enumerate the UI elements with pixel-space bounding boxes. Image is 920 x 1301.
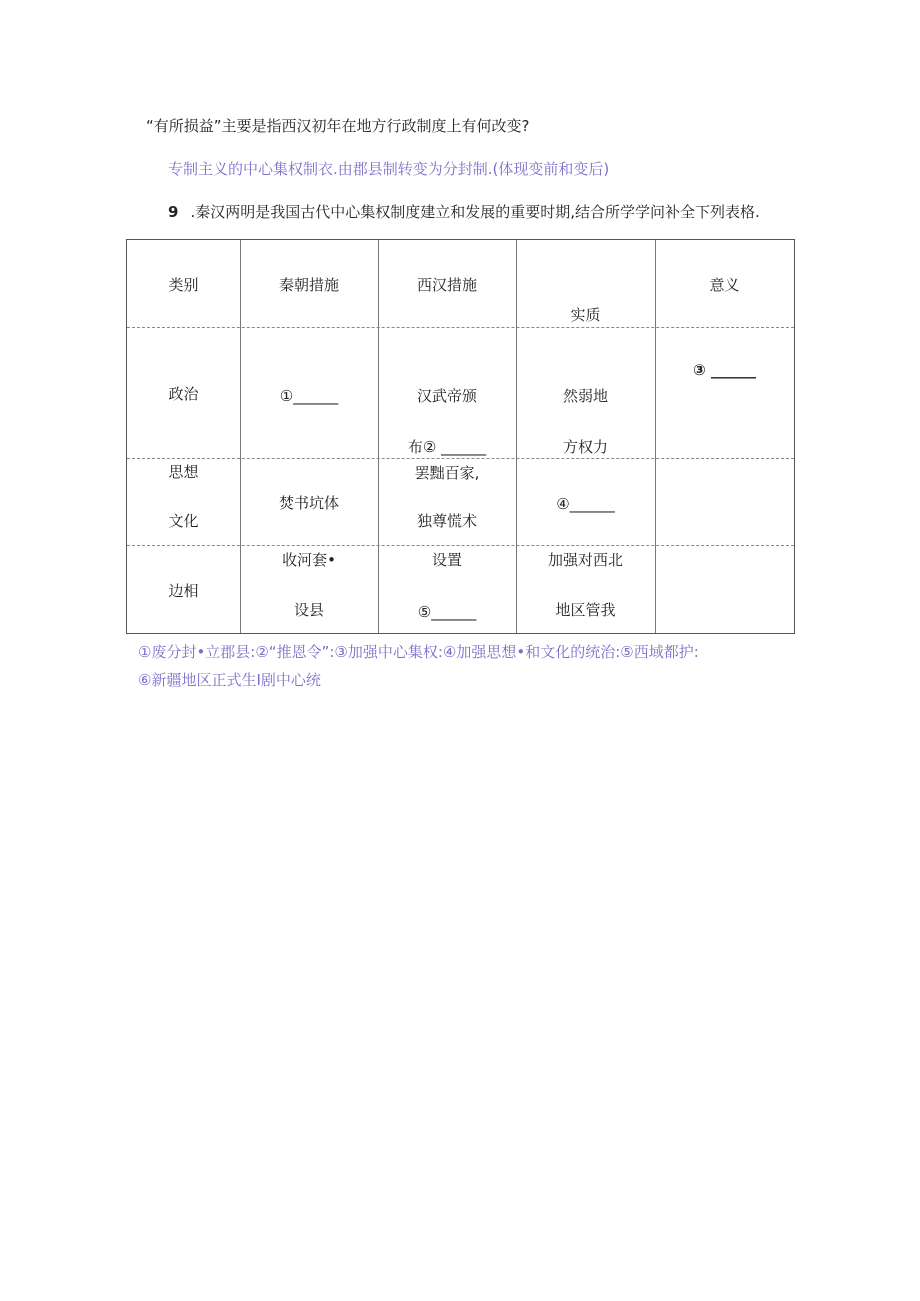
row-politics-meaning: ③ ______ [693,361,756,379]
question-9-text: .秦汉两明是我国古代中心集权制度建立和发展的重要时期,结合所学学问补全下列表格. [190,203,760,221]
row-culture-han-2: 独尊慌术 [416,512,477,530]
row-politics-han-2: 布② ______ [407,438,487,456]
row-culture-essence: ④______ [556,495,615,513]
header-category: 类别 [168,276,199,294]
row-culture-label-1: 思想 [168,463,199,481]
row-frontier-qin-2: 设县 [293,601,324,619]
column-divider [655,240,656,633]
question-text: “有所损益”主要是指西汉初年在地方行政制度上有何改变? [146,117,530,135]
header-meaning: 意义 [709,276,740,294]
row-culture-han-1: 罢黜百家, [414,464,480,482]
answer-key-line-2: ⑥新疆地区正式生I剧中心统 [138,671,321,689]
row-frontier-qin-1: 收河套• [282,551,336,569]
answer-key-line-1: ①废分封•立郡县:②“推恩令”:③加强中心集权:④加强思想•和文化的统治:⑤西域都护: [138,643,699,661]
row-culture-qin: 焚书坑体 [278,494,339,512]
row-frontier-essence-1: 加强对西北 [547,551,623,569]
row-frontier-essence-2: 地区管我 [555,601,616,619]
row-divider [127,545,794,546]
row-divider [127,327,794,328]
row-politics-qin: ①______ [279,387,339,405]
row-divider [127,458,794,459]
column-divider [240,240,241,633]
row-politics-han-1: 汉武帝颁 [416,387,477,405]
question-9 [168,202,760,222]
row-frontier-han-2: ⑤______ [417,603,477,621]
row-frontier-label: 边相 [168,582,199,600]
row-politics-essence-1: 然弱地 [562,387,608,405]
header-essence: 实质 [570,306,601,324]
row-politics-essence-2: 方权力 [562,438,608,456]
header-han: 西汉措施 [416,276,477,294]
answer-text: 专制主义的中心集权制衣.由郡县制转变为分封制.(体现变前和变后) [168,160,610,178]
row-politics-label: 政治 [168,385,199,403]
history-table [126,239,795,634]
row-frontier-han-1: 设置 [431,551,462,569]
question-number: 9 [168,203,179,221]
row-culture-label-2: 文化 [168,512,199,530]
header-qin: 秦朝措施 [278,276,339,294]
